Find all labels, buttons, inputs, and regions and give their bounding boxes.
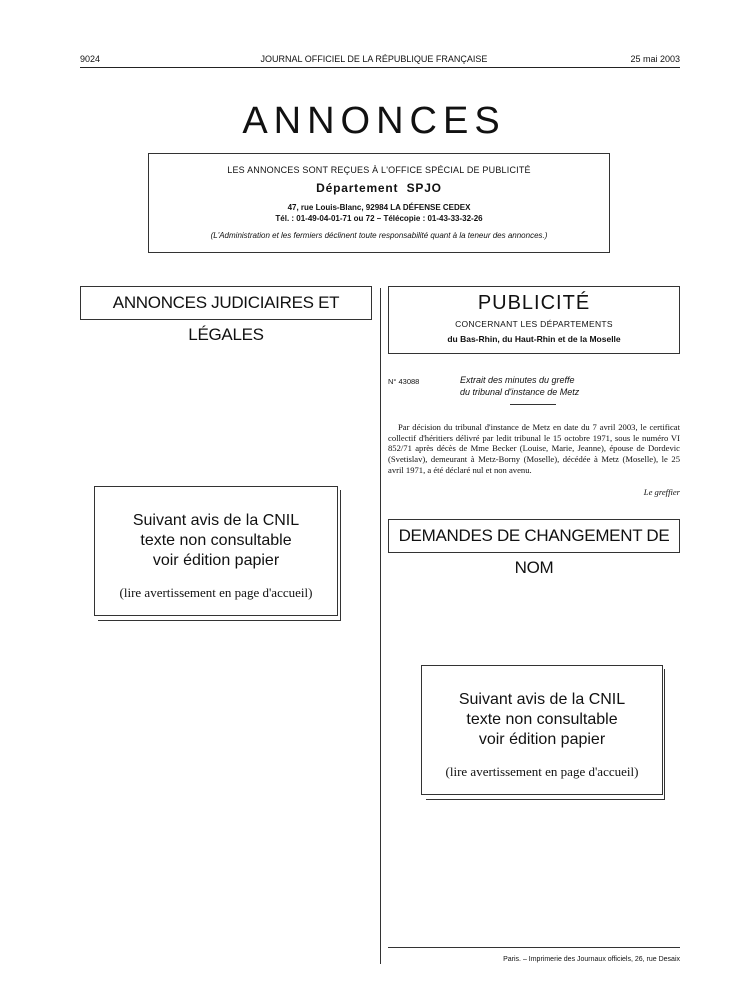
announcement-signature: Le greffier xyxy=(643,487,680,497)
info-disclaimer: (L'Administration et les fermiers déclinent toute responsabilité quant à la teneur des annonces.) xyxy=(210,231,548,240)
footer-rule xyxy=(388,947,680,948)
publicite-subtitle: CONCERNANT LES DÉPARTEMENTS xyxy=(455,319,613,329)
printer-footer: Paris. – Imprimerie des Journaux officiels, 26, rue Desaix xyxy=(503,956,680,963)
info-department: Département SPJO xyxy=(316,181,442,195)
cnil-line3: voir édition papier xyxy=(478,731,606,748)
section-title-judiciaires: ANNONCES JUDICIAIRES ET LÉGALES xyxy=(80,286,372,320)
announcement-heading-line2: du tribunal d'instance de Metz xyxy=(460,387,580,397)
announcement-number: N° 43088 xyxy=(388,377,420,386)
column-divider xyxy=(380,288,381,964)
cnil-line1: Suivant avis de la CNIL xyxy=(458,691,626,708)
publicite-box xyxy=(388,286,680,354)
announcement-heading-line1: Extrait des minutes du greffe xyxy=(460,375,575,385)
publicite-regions: du Bas-Rhin, du Haut-Rhin et de la Moselle xyxy=(447,334,621,344)
header-rule xyxy=(80,67,680,68)
cnil-notice-right xyxy=(421,665,663,795)
section-title-changement-nom: DEMANDES DE CHANGEMENT DE NOM xyxy=(388,519,680,553)
cnil-notice-left xyxy=(94,486,338,616)
info-address: 47, rue Louis-Blanc, 92984 LA DÉFENSE CEDEX xyxy=(287,203,471,212)
cnil-line3: voir édition papier xyxy=(152,552,280,569)
cnil-line4: (lire avertissement en page d'accueil) xyxy=(445,764,639,779)
cnil-line2: texte non consultable xyxy=(466,711,618,728)
publicite-title: PUBLICITÉ xyxy=(477,292,591,314)
info-phone: Tél. : 01-49-04-01-71 ou 72 – Télécopie : 01-43-33-32-26 xyxy=(275,214,483,223)
cnil-line4: (lire avertissement en page d'accueil) xyxy=(119,585,313,600)
cnil-line2: texte non consultable xyxy=(140,532,292,549)
page-title: ANNONCES xyxy=(242,100,506,142)
info-box xyxy=(148,153,610,253)
info-reception-line: LES ANNONCES SONT REÇUES À L'OFFICE SPÉCIAL DE PUBLICITÉ xyxy=(227,165,531,175)
issue-date: 25 mai 2003 xyxy=(630,54,680,64)
journal-title: JOURNAL OFFICIEL DE LA RÉPUBLIQUE FRANÇAISE xyxy=(260,54,488,64)
announcement-heading xyxy=(460,374,579,398)
page-number: 9024 xyxy=(80,54,101,64)
heading-underline xyxy=(510,404,556,405)
cnil-line1: Suivant avis de la CNIL xyxy=(132,512,300,529)
announcement-body: Par décision du tribunal d'instance de Metz en date du 7 avril 2003, le certificat collectif d'héritiers délivré par ledit tribunal le 15 octobre 1971, sous le numéro VI 852/71 après décès de Mme Becker (Louise, Marie, Jeanne), épouse de Dordevic (Svetislav), demeurant à Metz-Borny (Moselle), décédée à Metz (Moselle), le 25 avril 1971, a été déclaré nul et non avenu. xyxy=(388,422,680,475)
